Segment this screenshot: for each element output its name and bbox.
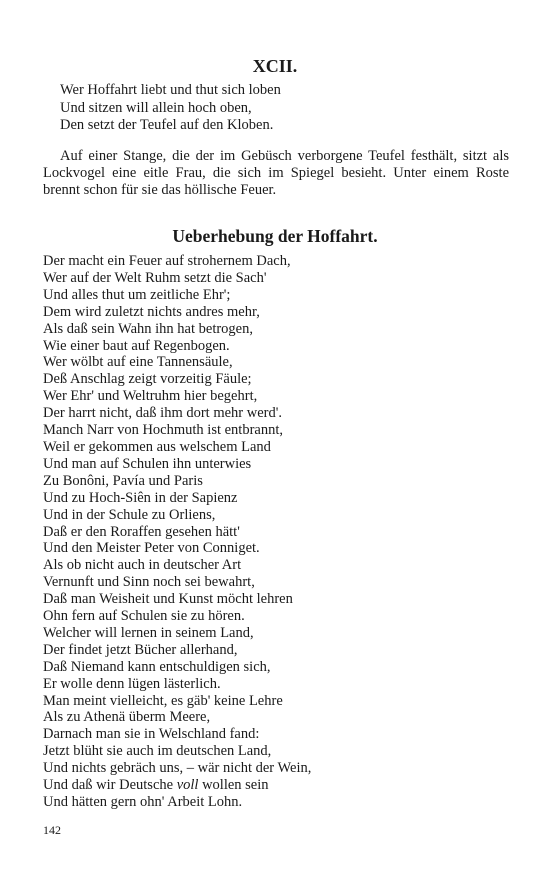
description-paragraph: Auf einer Stange, die der im Gebüsch verborgene Teufel festhält, sitzt als Lockvogel eine eitle Frau, die sich im Spiegel besieht. Unter einem Roste brennt schon für sie das höllische Feuer. bbox=[43, 148, 509, 198]
poem-line: Und hätten gern ohn' Arbeit Lohn. bbox=[43, 794, 243, 810]
motto-line: Den setzt der Teufel auf den Kloben. bbox=[60, 117, 274, 134]
illustration-description bbox=[43, 148, 509, 199]
poem-line: Er wolle denn lügen lästerlich. bbox=[43, 675, 221, 692]
poem-line: Der findet jetzt Bücher allerhand, bbox=[43, 641, 238, 658]
poem-line: Wer auf der Welt Ruhm setzt die Sach' bbox=[43, 269, 267, 286]
poem-line: Der macht ein Feuer auf strohernem Dach, bbox=[43, 253, 291, 269]
poem-title: Ueberhebung der Hoffahrt. bbox=[172, 226, 378, 246]
poem-line: Wer wölbt auf eine Tannensäule, bbox=[43, 354, 233, 371]
chapter-number: XCII. bbox=[252, 56, 298, 76]
poem-line: Ohn fern auf Schulen sie zu hören. bbox=[43, 608, 245, 625]
poem-line: Deß Anschlag zeigt vorzeitig Fäule; bbox=[43, 371, 252, 388]
poem-line: Weil er gekommen aus welschem Land bbox=[43, 438, 271, 455]
motto-line: Und sitzen will allein hoch oben, bbox=[60, 99, 252, 116]
poem-line: Und in der Schule zu Orliens, bbox=[43, 506, 216, 523]
poem-line: Und zu Hoch-Siên in der Sapienz bbox=[43, 489, 238, 506]
poem-line: Darnach man sie in Welschland fand: bbox=[43, 726, 260, 743]
emphasized-word: voll bbox=[176, 777, 199, 794]
poem-line bbox=[43, 777, 311, 794]
poem-line: Als zu Athenä überm Meere, bbox=[43, 709, 211, 726]
page-number: 142 bbox=[43, 823, 61, 837]
poem-line: Vernunft und Sinn noch sei bewahrt, bbox=[43, 574, 255, 591]
poem-line: Als daß sein Wahn ihn hat betrogen, bbox=[43, 320, 253, 337]
poem-line: Jetzt blüht sie auch im deutschen Land, bbox=[43, 743, 272, 760]
motto-line: Wer Hoffahrt liebt und thut sich loben bbox=[60, 82, 281, 98]
motto-verse bbox=[60, 82, 281, 135]
poem-line: Der harrt nicht, daß ihm dort mehr werd'. bbox=[43, 405, 282, 422]
poem-line: Wie einer baut auf Regenbogen. bbox=[43, 337, 230, 354]
poem-body bbox=[43, 253, 311, 811]
poem-line: Und alles thut um zeitliche Ehr'; bbox=[43, 286, 231, 303]
poem-line-start: Und daß wir Deutsche bbox=[43, 777, 177, 794]
poem-line: Man meint vielleicht, es gäb' keine Lehre bbox=[43, 692, 283, 709]
poem-line: Welcher will lernen in seinem Land, bbox=[43, 624, 254, 641]
poem-line: Als ob nicht auch in deutscher Art bbox=[43, 557, 242, 574]
poem-line: Daß Niemand kann entschuldigen sich, bbox=[43, 658, 271, 675]
poem-line: Und den Meister Peter von Conniget. bbox=[43, 540, 260, 557]
poem-line: Manch Narr von Hochmuth ist entbrannt, bbox=[43, 422, 284, 439]
poem-line: Daß man Weisheit und Kunst möcht lehren bbox=[43, 591, 293, 608]
poem-line: Und man auf Schulen ihn unterwies bbox=[43, 455, 252, 472]
poem-line: Daß er den Roraffen gesehen hätt' bbox=[43, 523, 240, 540]
poem-line: Wer Ehr' und Weltruhm hier begehrt, bbox=[43, 388, 258, 405]
poem-line-end: wollen sein bbox=[198, 777, 269, 794]
poem-line: Zu Bonôni, Pavía und Paris bbox=[43, 472, 203, 489]
poem-line: Dem wird zuletzt nichts andres mehr, bbox=[43, 303, 260, 320]
poem-line: Und nichts gebräch uns, – wär nicht der Wein, bbox=[43, 760, 312, 777]
